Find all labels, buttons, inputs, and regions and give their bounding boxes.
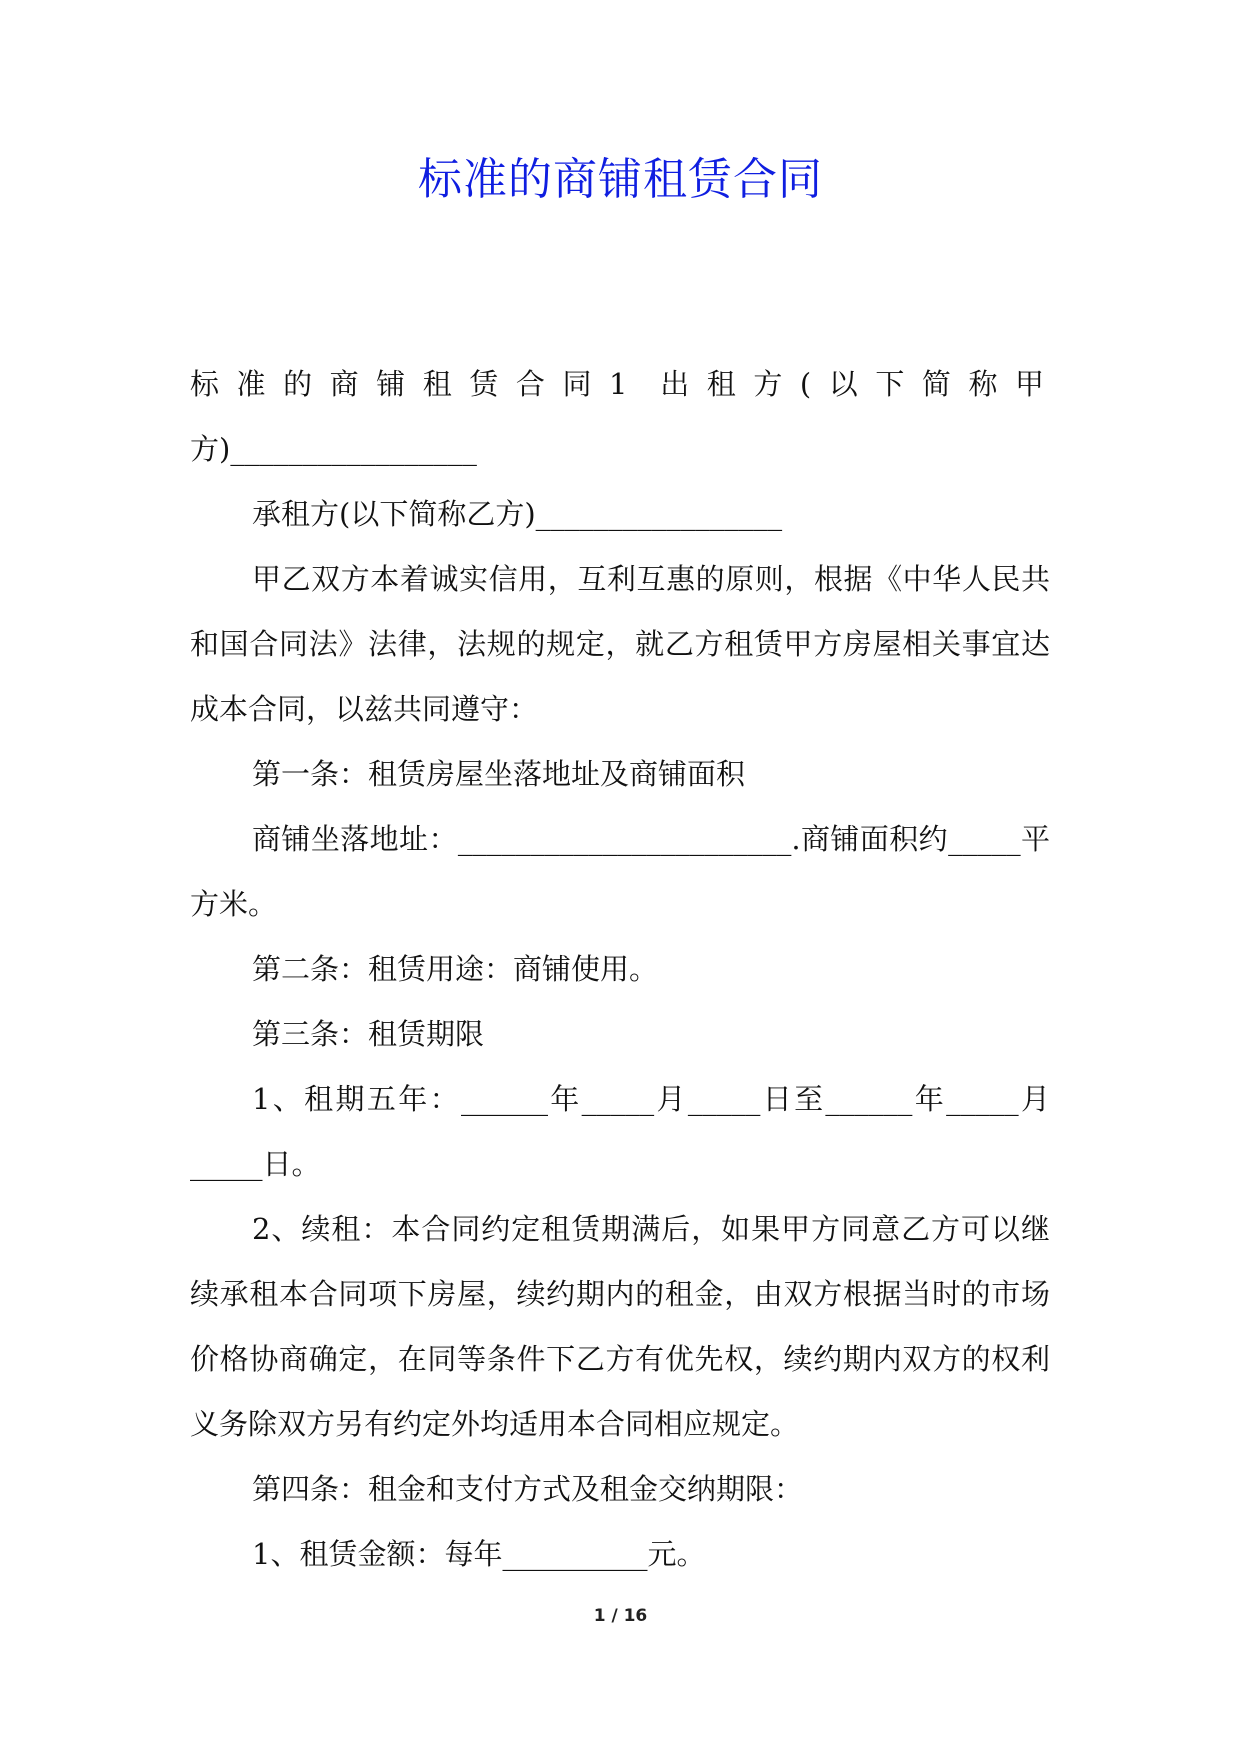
paragraph-opening: 标准的商铺租赁合同1 出租方(以下简称甲 [190,367,1050,401]
article-2: 第二条：租赁用途：商铺使用。 [252,952,659,986]
paragraph-preamble: 甲乙双方本着诚实信用，互利互惠的原则，根据《中华人民共和国合同法》法律，法规的规定，就乙方租赁甲方房屋相关事宜达成本合同，以兹共同遵守： [190,562,1050,726]
article-3-renewal: 2、续租：本合同约定租赁期满后，如果甲方同意乙方可以继续承租本合同项下房屋，续约期内的租金，由双方根据当时的市场价格协商确定，在同等条件下乙方有优先权，续约期内双方的权利义务除双方另有约定外均适用本合同相应规定。 [190,1212,1050,1441]
article-4-heading: 第四条：租金和支付方式及租金交纳期限： [252,1472,804,1506]
paragraph-lessor-blank: 方)_________________ [190,432,477,466]
article-4-amount: 1、租赁金额：每年__________元。 [252,1537,706,1571]
paragraph-lessee: 承租方(以下简称乙方)_________________ [252,497,783,531]
article-1-address: 商铺坐落地址：_______________________.商铺面积约_____平方米。 [190,822,1050,921]
page-number: 1 / 16 [593,1606,648,1626]
article-1-heading: 第一条：租赁房屋坐落地址及商铺面积 [252,757,746,791]
document-title: 标准的商铺租赁合同 [418,154,823,205]
article-3-heading: 第三条：租赁期限 [252,1017,485,1051]
document-body [190,352,1050,1587]
article-3-term: 1、租期五年：______年_____月_____日至______年_____月_____日。 [190,1082,1050,1181]
